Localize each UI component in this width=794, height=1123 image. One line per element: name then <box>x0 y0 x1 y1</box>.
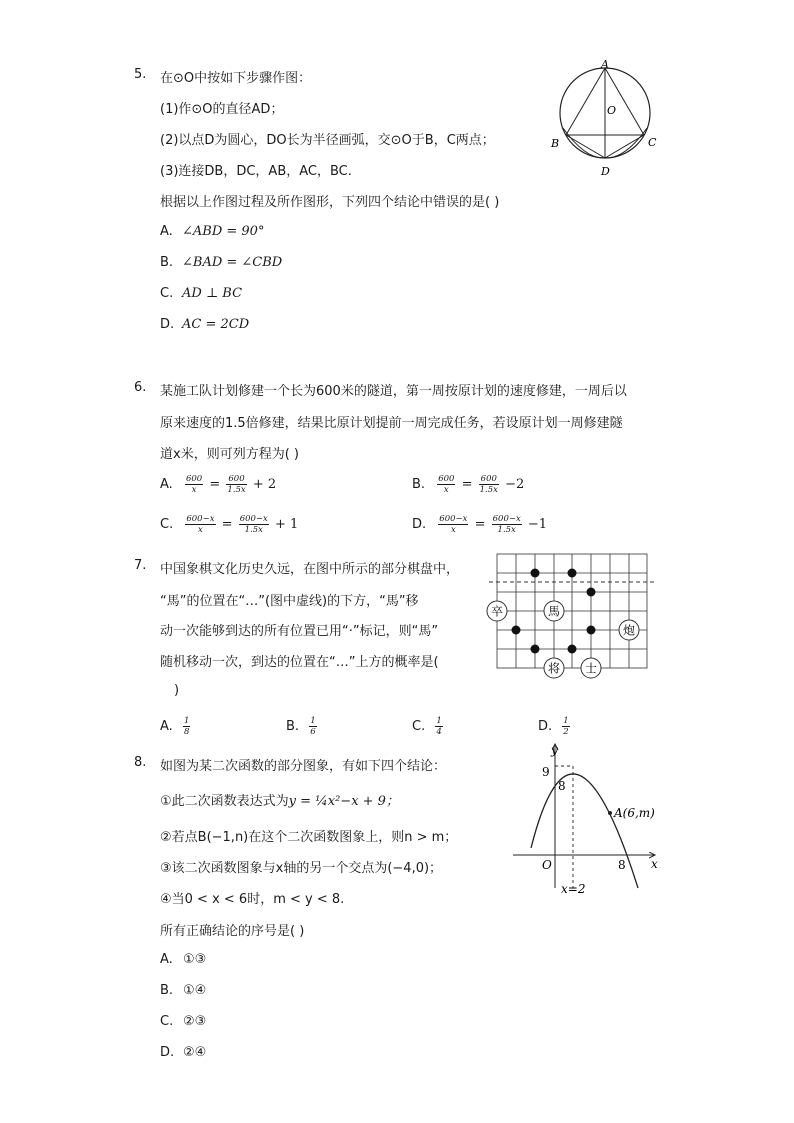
move-dot <box>568 645 577 654</box>
q8-statement-1 <box>160 790 399 809</box>
statement-formula: y = ¼x²−x + 9； <box>288 794 399 809</box>
q7-option-b[interactable] <box>286 716 319 737</box>
tick-8-x: 8 <box>618 858 626 872</box>
q8-statement-4: ④当0 < x < 6时，m < y < 8. <box>160 892 345 907</box>
q8-statement-2: ②若点B(−1,n)在这个二次函数图象上，则n > m； <box>160 830 458 845</box>
label-a: A <box>601 58 609 71</box>
option-label: B. <box>160 983 174 998</box>
q7-option-c[interactable] <box>412 716 445 737</box>
q6-option-d[interactable] <box>412 514 547 535</box>
fraction-numerator: 600−x <box>439 514 468 524</box>
point-a <box>608 811 612 815</box>
option-text: ①④ <box>183 983 207 998</box>
option-text: ②③ <box>183 1014 207 1029</box>
q7-line5: ) <box>174 683 180 698</box>
q8-statement-3: ③该二次函数图象与x轴的另一个交点为(−4,0)； <box>160 861 443 876</box>
equals-sign: = <box>221 517 233 532</box>
q8-stem: 如图为某二次函数的部分图象，有如下四个结论： <box>160 759 447 774</box>
fraction-denominator: 6 <box>310 727 316 737</box>
label-o: O <box>607 104 617 117</box>
fraction-numerator: 600 <box>479 474 499 485</box>
q7-line2: “馬”的位置在“…”(图中虚线)的下方，“馬”移 <box>160 594 419 609</box>
option-label: A. <box>160 477 173 492</box>
origin-label: O <box>542 858 552 872</box>
q8-question: 所有正确结论的序号是( ) <box>160 924 305 939</box>
option-label: D. <box>538 719 553 734</box>
fraction-numerator: 600 <box>438 474 455 484</box>
q7-option-d[interactable] <box>538 716 572 737</box>
point-a-label: A(6,m) <box>614 806 655 820</box>
piece-jiang: 将 <box>547 661 561 676</box>
move-dot <box>568 569 577 578</box>
q5-step2: (2)以点D为圆心，DO长为半径画弧，交⊙O于B，C两点； <box>160 133 495 148</box>
option-label: C. <box>160 517 174 532</box>
fraction-denominator: x <box>450 525 456 535</box>
fraction-denominator: 2 <box>563 727 569 737</box>
fraction-denominator: x <box>191 485 197 495</box>
option-tail: + 2 <box>252 477 277 492</box>
equals-sign: = <box>209 477 221 492</box>
option-text: ∠BAD = ∠CBD <box>182 255 283 270</box>
q6-line2: 原来速度的1.5倍修建，结果比原计划提前一周完成任务，若设原计划一周修建隧 <box>160 416 623 431</box>
fraction-numerator: 600 <box>185 474 203 484</box>
q7-chessboard-figure <box>485 550 665 680</box>
statement-text: ①此二次函数表达式为 <box>160 794 289 809</box>
tick-9: 9 <box>542 765 550 779</box>
option-tail: −1 <box>527 517 548 532</box>
option-label: A. <box>160 952 173 967</box>
option-text: AD ⊥ BC <box>182 286 243 301</box>
option-label: D. <box>160 317 175 332</box>
move-dot <box>587 626 596 635</box>
q8-parabola-figure <box>505 738 665 898</box>
option-label: B. <box>160 255 174 270</box>
fraction-numerator: 1 <box>183 716 190 726</box>
option-label: C. <box>160 286 174 301</box>
q5-circle-figure <box>545 58 665 182</box>
fraction-numerator: 1 <box>436 716 442 726</box>
q6-option-a[interactable] <box>160 474 276 495</box>
option-text: AC = 2CD <box>182 317 250 332</box>
pieces <box>487 601 639 678</box>
move-dot <box>587 588 596 597</box>
q6-number: 6. <box>134 380 147 395</box>
fraction-denominator: 4 <box>436 727 442 737</box>
fraction-numerator: 600−x <box>239 514 268 524</box>
fraction-denominator: 8 <box>183 727 190 737</box>
q5-step1: (1)作⊙O的直径AD； <box>160 102 284 117</box>
q6-line1: 某施工队计划修建一个长为600米的隧道，第一周按原计划的速度修建，一周后以 <box>160 384 627 399</box>
q7-line3: 动一次能够到达的所有位置已用“·”标记，则“馬” <box>160 624 439 639</box>
q5-step3: (3)连接DB，DC，AB，AC，BC. <box>160 164 352 179</box>
fraction-numerator: 1 <box>310 716 316 726</box>
option-text: ②④ <box>183 1045 207 1060</box>
option-label: C. <box>160 1014 174 1029</box>
fraction-numerator: 600−x <box>186 514 215 524</box>
q5-number: 5. <box>134 67 147 82</box>
label-b: B <box>551 137 560 150</box>
q5-stem: 在⊙O中按如下步骤作图： <box>160 71 312 86</box>
label-d: D <box>601 165 610 178</box>
move-dot <box>531 645 540 654</box>
option-label: A. <box>160 224 173 239</box>
fraction-numerator: 1 <box>563 716 569 726</box>
option-label: B. <box>286 719 300 734</box>
option-label: D. <box>412 517 427 532</box>
q6-option-c[interactable] <box>160 514 298 535</box>
option-text: ①③ <box>183 952 207 967</box>
move-dot <box>531 569 540 578</box>
fraction-denominator: 1.5x <box>479 485 498 495</box>
option-tail: + 1 <box>274 517 299 532</box>
q6-line3: 道x米，则可列方程为( ) <box>160 447 299 462</box>
q7-option-a[interactable] <box>160 716 192 737</box>
q7-line1: 中国象棋文化历史久远，在图中所示的部分棋盘中， <box>160 562 460 577</box>
equals-sign: = <box>461 477 473 492</box>
move-dot <box>512 626 521 635</box>
y-label: y <box>551 743 558 757</box>
fraction-denominator: 1.5x <box>227 485 246 495</box>
fraction-denominator: 1.5x <box>244 525 263 535</box>
piece-shi: 士 <box>584 661 598 676</box>
x-label: x <box>651 857 658 871</box>
piece-pao: 炮 <box>622 623 636 638</box>
fraction-numerator: 600−x <box>492 514 521 524</box>
label-c: C <box>648 136 657 149</box>
option-label: B. <box>412 477 426 492</box>
fraction-denominator: x <box>198 525 203 535</box>
q7-line4: 随机移动一次，到达的位置在“…”上方的概率是( <box>160 655 439 670</box>
fraction-denominator: 1.5x <box>497 525 516 535</box>
q5-question: 根据以上作图过程及所作图形，下列四个结论中错误的是( ) <box>160 195 500 210</box>
fraction-numerator: 600 <box>226 474 246 485</box>
option-label: A. <box>160 719 173 734</box>
symmetry-label: x=2 <box>561 882 586 896</box>
piece-zu: 卒 <box>490 604 504 619</box>
q8-number: 8. <box>134 755 147 770</box>
option-label: C. <box>412 719 426 734</box>
piece-ma: 馬 <box>547 604 561 619</box>
fraction-denominator: x <box>443 485 449 495</box>
q7-number: 7. <box>134 558 147 573</box>
tick-8-y: 8 <box>558 779 566 793</box>
option-label: D. <box>160 1045 175 1060</box>
equals-sign: = <box>474 517 486 532</box>
option-tail: −2 <box>505 477 525 492</box>
option-text: ∠ABD = 90° <box>182 224 265 239</box>
q6-option-b[interactable] <box>412 474 524 495</box>
